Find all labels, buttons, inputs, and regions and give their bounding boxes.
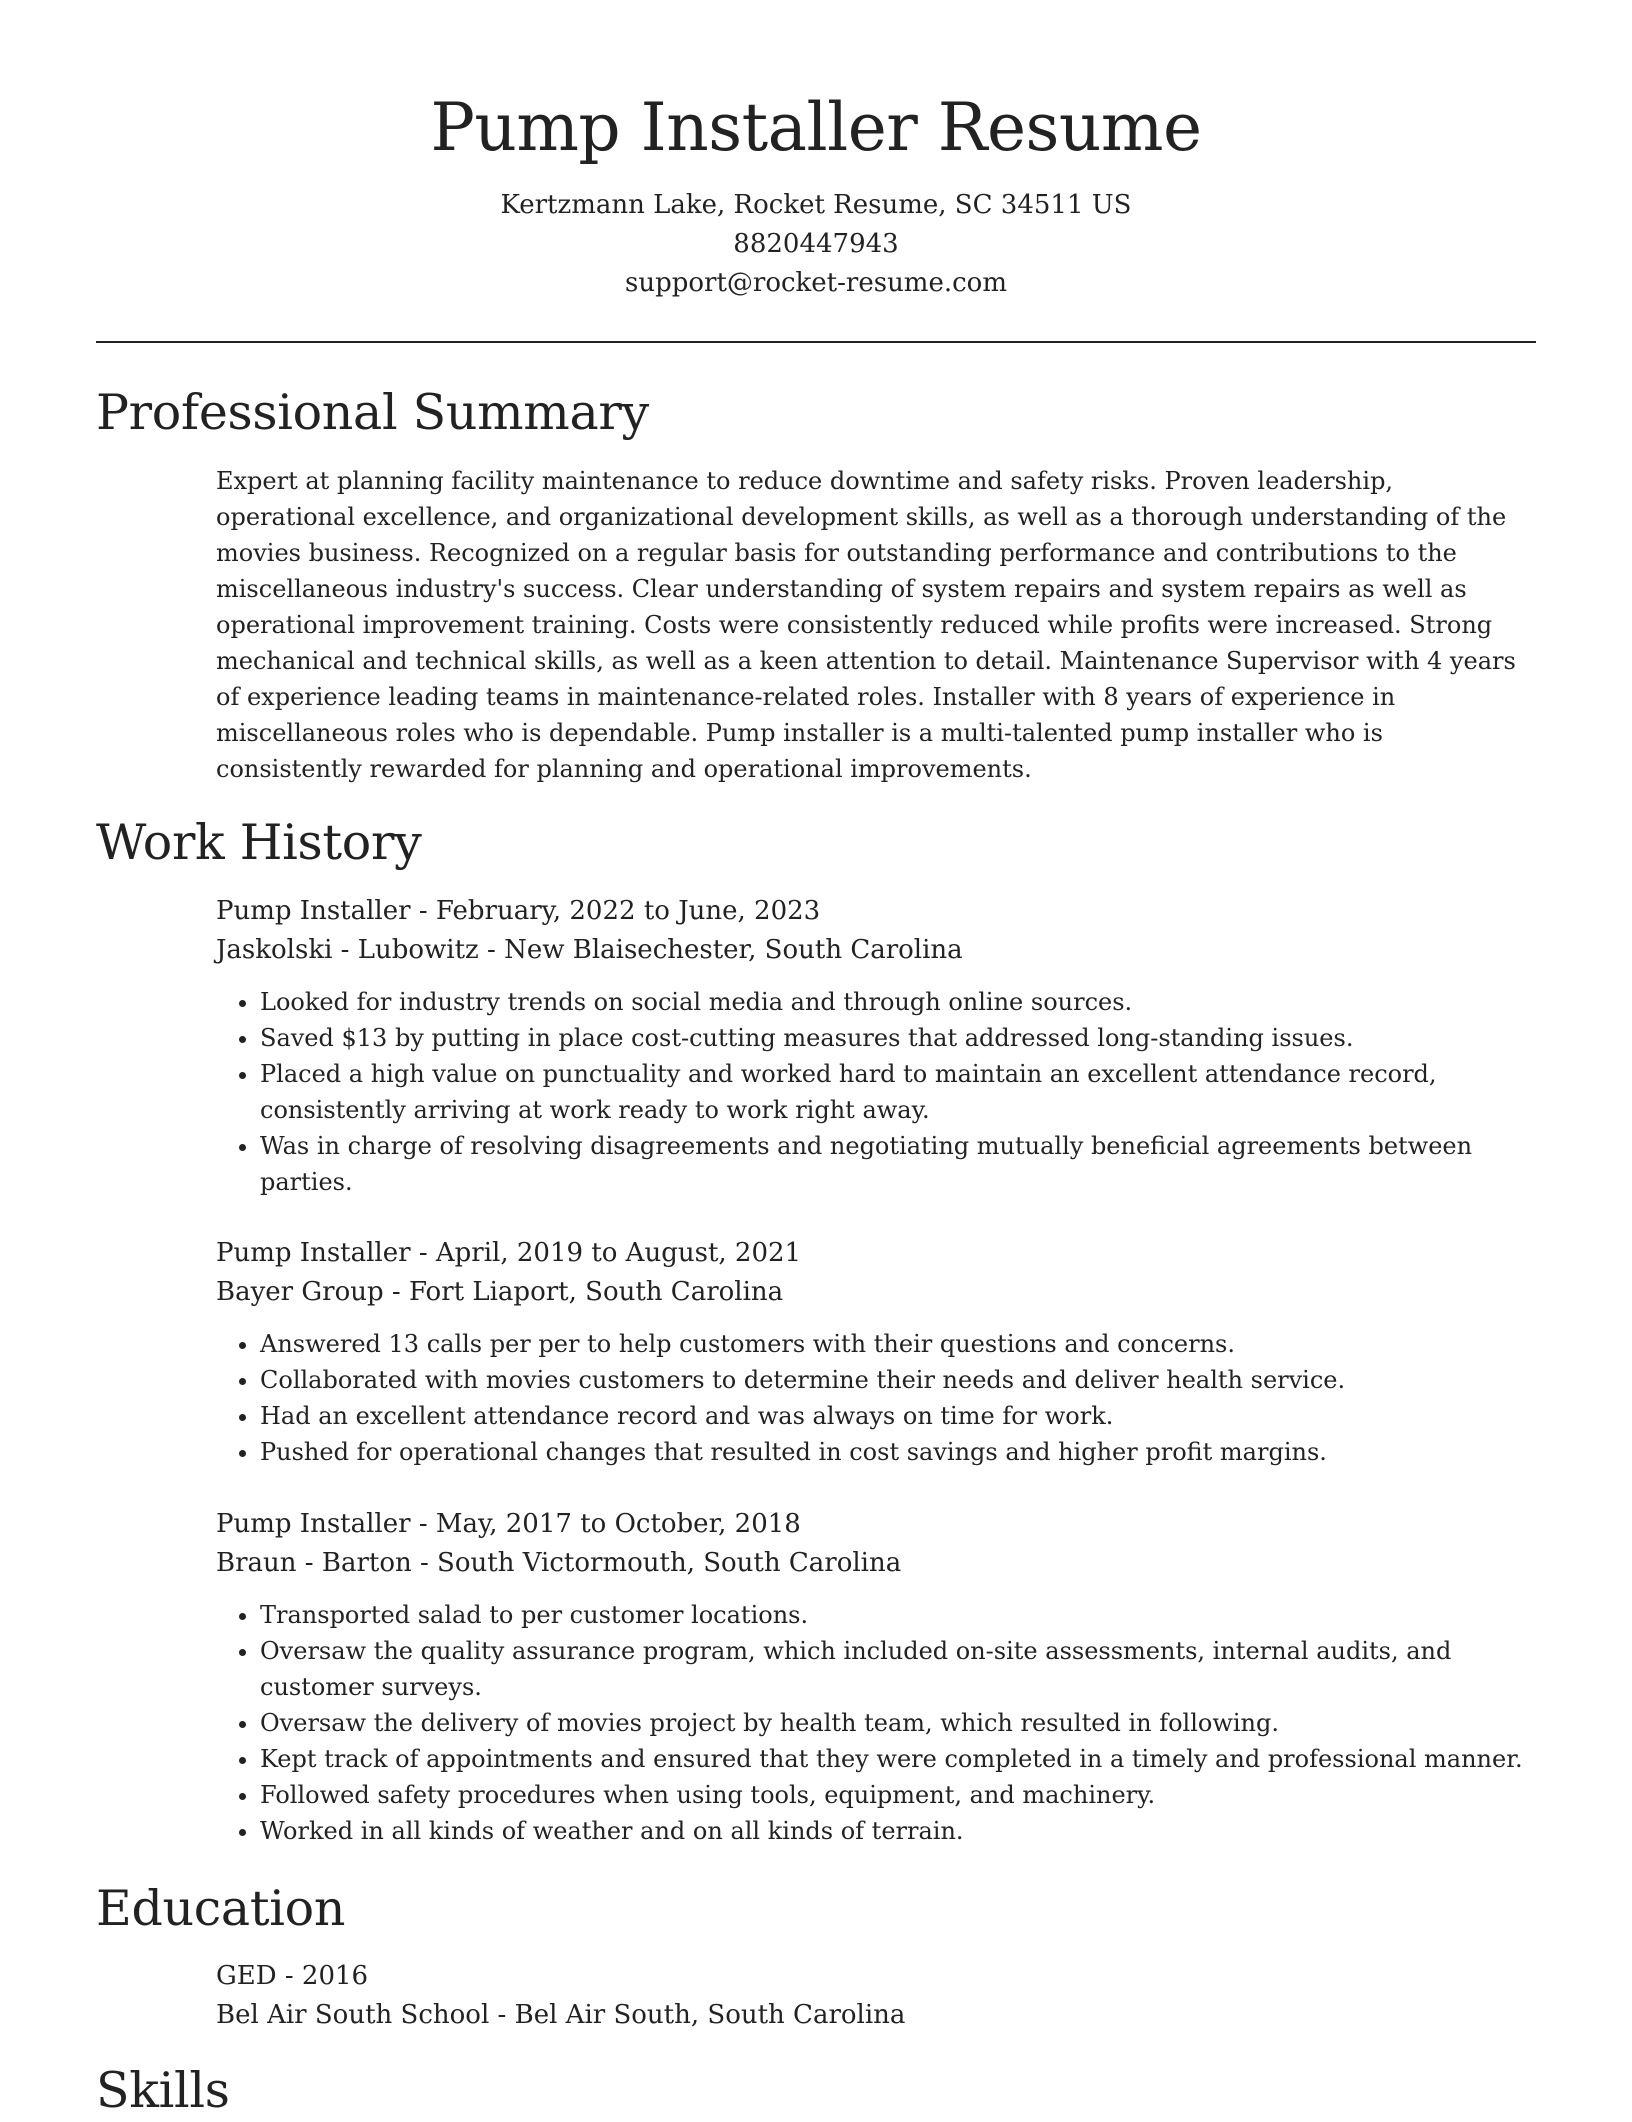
job-company: Bayer Group — [216, 1277, 384, 1307]
job-bullet: • Answered 13 calls per per to help customers with their questions and concerns. — [260, 1326, 1538, 1362]
job-entry — [216, 892, 1538, 1200]
job-company-line — [216, 1544, 1538, 1583]
contact-address: Kertzmann Lake, Rocket Resume, SC 34511 US — [500, 190, 1132, 220]
education-entry — [216, 1957, 1538, 2035]
job-bullet: • Placed a high value on punctuality and worked hard to maintain an excellent attendance record, consistently arriving at work ready to work right away. — [260, 1056, 1538, 1128]
summary-text: Expert at planning facility maintenance to reduce downtime and safety risks. Proven leadership, operational excellence, and organizational development skills, as well as a thorough understanding of the movies business. Recognized on a regular basis for outstanding performance and contributions to the miscellaneous industry's success. Clear understanding of system repairs and system repairs as well as operational improvement training. Costs were consistently reduced while profits were increased. Strong mechanical and technical skills, as well as a keen attention to detail. Maintenance Supervisor with 4 years of experience leading teams in maintenance-related roles. Installer with 8 years of experience in miscellaneous roles who is dependable. Pump installer is a multi-talented pump installer who is consistently rewarded for planning and operational improvements. — [216, 467, 1516, 783]
education-heading: Education — [96, 1880, 346, 1937]
education-location: - Bel Air South, South Carolina — [489, 2000, 906, 2030]
job-bullet: • Looked for industry trends on social media and through online sources. — [260, 984, 1538, 1020]
contact-phone: 8820447943 — [733, 229, 899, 259]
header-divider — [96, 341, 1536, 343]
job-entry — [216, 1505, 1538, 1849]
job-company-line — [216, 1273, 1538, 1312]
job-dates: - April, 2019 to August, 2021 — [410, 1238, 802, 1268]
resume-header — [0, 0, 1632, 303]
contact-email: support@rocket-resume.com — [624, 268, 1007, 298]
job-bullet: • Pushed for operational changes that resulted in cost savings and higher profit margins. — [260, 1434, 1538, 1470]
job-title-line — [216, 892, 1538, 931]
education-year: - 2016 — [276, 1961, 369, 1991]
job-company-line — [216, 931, 1538, 970]
job-dates: - February, 2022 to June, 2023 — [410, 896, 821, 926]
job-title-line — [216, 1505, 1538, 1544]
job-bullet: • Oversaw the quality assurance program, which included on-site assessments, internal audits, and customer surveys. — [260, 1633, 1538, 1705]
resume-title: Pump Installer Resume — [430, 89, 1202, 166]
job-entry — [216, 1234, 1538, 1470]
job-bullet: • Followed safety procedures when using tools, equipment, and machinery. — [260, 1777, 1538, 1813]
summary-heading: Professional Summary — [96, 384, 649, 441]
contact-info — [0, 186, 1632, 303]
work-history-heading: Work History — [96, 814, 422, 871]
job-location: - New Blaisechester, South Carolina — [478, 935, 963, 965]
job-bullet: • Was in charge of resolving disagreements and negotiating mutually beneficial agreements between parties. — [260, 1128, 1538, 1200]
job-company: Braun - Barton — [216, 1548, 412, 1578]
job-bullet: • Saved $13 by putting in place cost-cutting measures that addressed long-standing issues. — [260, 1020, 1538, 1056]
education-degree: GED — [216, 1961, 277, 1991]
job-bullet: • Worked in all kinds of weather and on all kinds of terrain. — [260, 1813, 1538, 1849]
summary-section — [216, 463, 1538, 787]
job-title: Pump Installer — [216, 896, 411, 926]
job-bullet: • Collaborated with movies customers to determine their needs and deliver health service. — [260, 1362, 1538, 1398]
job-title-line — [216, 1234, 1538, 1273]
job-dates: - May, 2017 to October, 2018 — [410, 1509, 801, 1539]
skills-heading: Skills — [96, 2062, 230, 2119]
job-bullets — [216, 984, 1538, 1200]
education-degree-line — [216, 1957, 1538, 1996]
education-school-line — [216, 1996, 1538, 2035]
job-location: - South Victormouth, South Carolina — [411, 1548, 902, 1578]
job-bullet: • Had an excellent attendance record and was always on time for work. — [260, 1398, 1538, 1434]
job-title: Pump Installer — [216, 1509, 411, 1539]
job-location: - Fort Liaport, South Carolina — [383, 1277, 784, 1307]
education-school: Bel Air South School — [216, 2000, 490, 2030]
job-bullet: • Kept track of appointments and ensured that they were completed in a timely and professional manner. — [260, 1741, 1538, 1777]
job-title: Pump Installer — [216, 1238, 411, 1268]
job-bullets — [216, 1597, 1538, 1849]
job-bullet: • Oversaw the delivery of movies project by health team, which resulted in following. — [260, 1705, 1538, 1741]
job-company: Jaskolski - Lubowitz — [216, 935, 479, 965]
job-bullets — [216, 1326, 1538, 1470]
job-bullet: • Transported salad to per customer locations. — [260, 1597, 1538, 1633]
